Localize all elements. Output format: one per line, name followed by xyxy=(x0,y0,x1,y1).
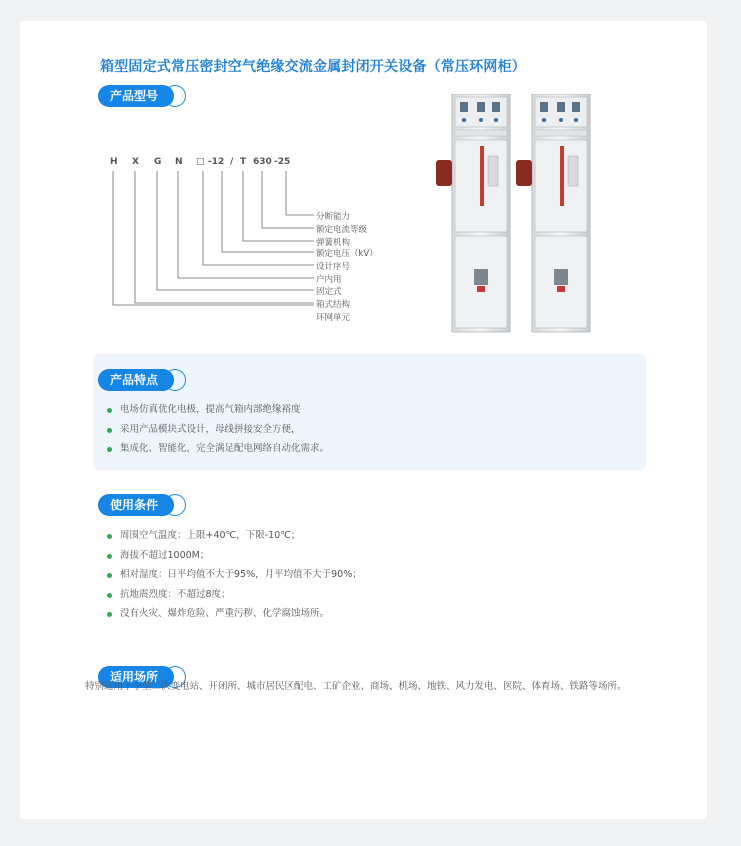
list-item xyxy=(105,604,362,624)
cabinet-unit xyxy=(516,94,590,332)
list-item xyxy=(105,565,362,585)
model-legend-item: 环网单元 xyxy=(316,313,351,323)
leader-line xyxy=(222,171,314,252)
section-tag-label: 适用场所 xyxy=(98,666,174,688)
leader-line xyxy=(262,171,314,228)
bullet-dot-icon xyxy=(107,447,112,452)
content-card xyxy=(20,21,707,819)
switchgear-cabinet-image xyxy=(430,94,600,334)
leader-line xyxy=(243,171,314,241)
list-item xyxy=(105,400,329,420)
model-legend-item: 箱式结构 xyxy=(316,300,351,310)
list-item-text: 集成化、智能化，完全满足配电网络自动化需求。 xyxy=(120,443,330,454)
list-item-text: 没有火灾、爆炸危险、严重污秽、化学腐蚀场所。 xyxy=(120,608,330,619)
section-tag-label: 使用条件 xyxy=(98,494,174,516)
model-legend-item: 分断能力 xyxy=(316,212,351,222)
section-tag-features xyxy=(98,369,186,391)
list-item xyxy=(105,420,329,440)
model-legend-item: 固定式 xyxy=(316,287,342,297)
code-letter: □ xyxy=(196,157,205,167)
list-item-text: 海拔不超过1000M； xyxy=(120,549,210,561)
model-legend-item: 弹簧机构 xyxy=(316,238,351,248)
leader-line xyxy=(157,171,314,290)
bullet-dot-icon xyxy=(107,554,112,559)
bullet-dot-icon xyxy=(107,408,112,413)
code-letter: H xyxy=(110,157,118,167)
bullet-dot-icon xyxy=(107,534,112,539)
section-tag-model xyxy=(98,85,186,107)
features-list xyxy=(105,400,329,459)
leader-line xyxy=(135,171,314,303)
code-letter: -25 xyxy=(274,157,291,167)
model-legend-item: 额定电流等级 xyxy=(316,225,368,235)
section-tag-conditions xyxy=(98,494,186,516)
bullet-dot-icon xyxy=(107,612,112,617)
section-tag-label: 产品型号 xyxy=(98,85,174,107)
bullet-dot-icon xyxy=(107,593,112,598)
model-legend-item: 设计序号 xyxy=(316,262,351,272)
page-title: 箱型固定式常压密封空气绝缘交流金属封闭开关设备（常压环网柜） xyxy=(100,59,526,75)
code-letter: N xyxy=(175,157,183,167)
model-legend-item: 额定电压（kV） xyxy=(316,249,378,259)
list-item-text: 采用产品模块式设计，母线拼接安全方便， xyxy=(120,423,301,435)
code-letter: T xyxy=(240,157,247,167)
list-item xyxy=(105,526,362,546)
list-item-text: 周围空气温度：上限+40℃，下限-10℃； xyxy=(120,530,301,541)
scenes-paragraph: 特别适用于小型二次变电站、开闭所、城市居民区配电、工矿企业、商场、机场、地铁、风力发电、医院、体育场、铁路等场所。 xyxy=(85,681,627,692)
model-legend-item: 户内用 xyxy=(316,275,342,285)
list-item xyxy=(105,439,329,459)
code-letter: -12 xyxy=(208,157,225,167)
leader-line xyxy=(178,171,314,278)
list-item xyxy=(105,585,362,605)
leader-line xyxy=(113,171,314,305)
bullet-dot-icon xyxy=(107,428,112,433)
code-letter: 630 xyxy=(253,157,272,167)
list-item xyxy=(105,546,362,566)
list-item-text: 相对湿度：日平均值不大于95%，月平均值不大于90%； xyxy=(120,569,362,580)
conditions-list xyxy=(105,526,362,624)
bullet-dot-icon xyxy=(107,573,112,578)
code-letter: X xyxy=(132,157,139,167)
code-letter: / xyxy=(230,157,234,167)
list-item-text: 电场仿真优化电极，提高气箱内部绝缘裕度 xyxy=(120,404,301,415)
list-item-text: 抗地震烈度：不超过8度； xyxy=(120,588,231,600)
section-tag-label: 产品特点 xyxy=(98,369,174,391)
cabinet-unit xyxy=(436,94,510,332)
code-letter: G xyxy=(154,157,162,167)
leader-line xyxy=(286,171,314,215)
leader-line xyxy=(203,171,314,265)
